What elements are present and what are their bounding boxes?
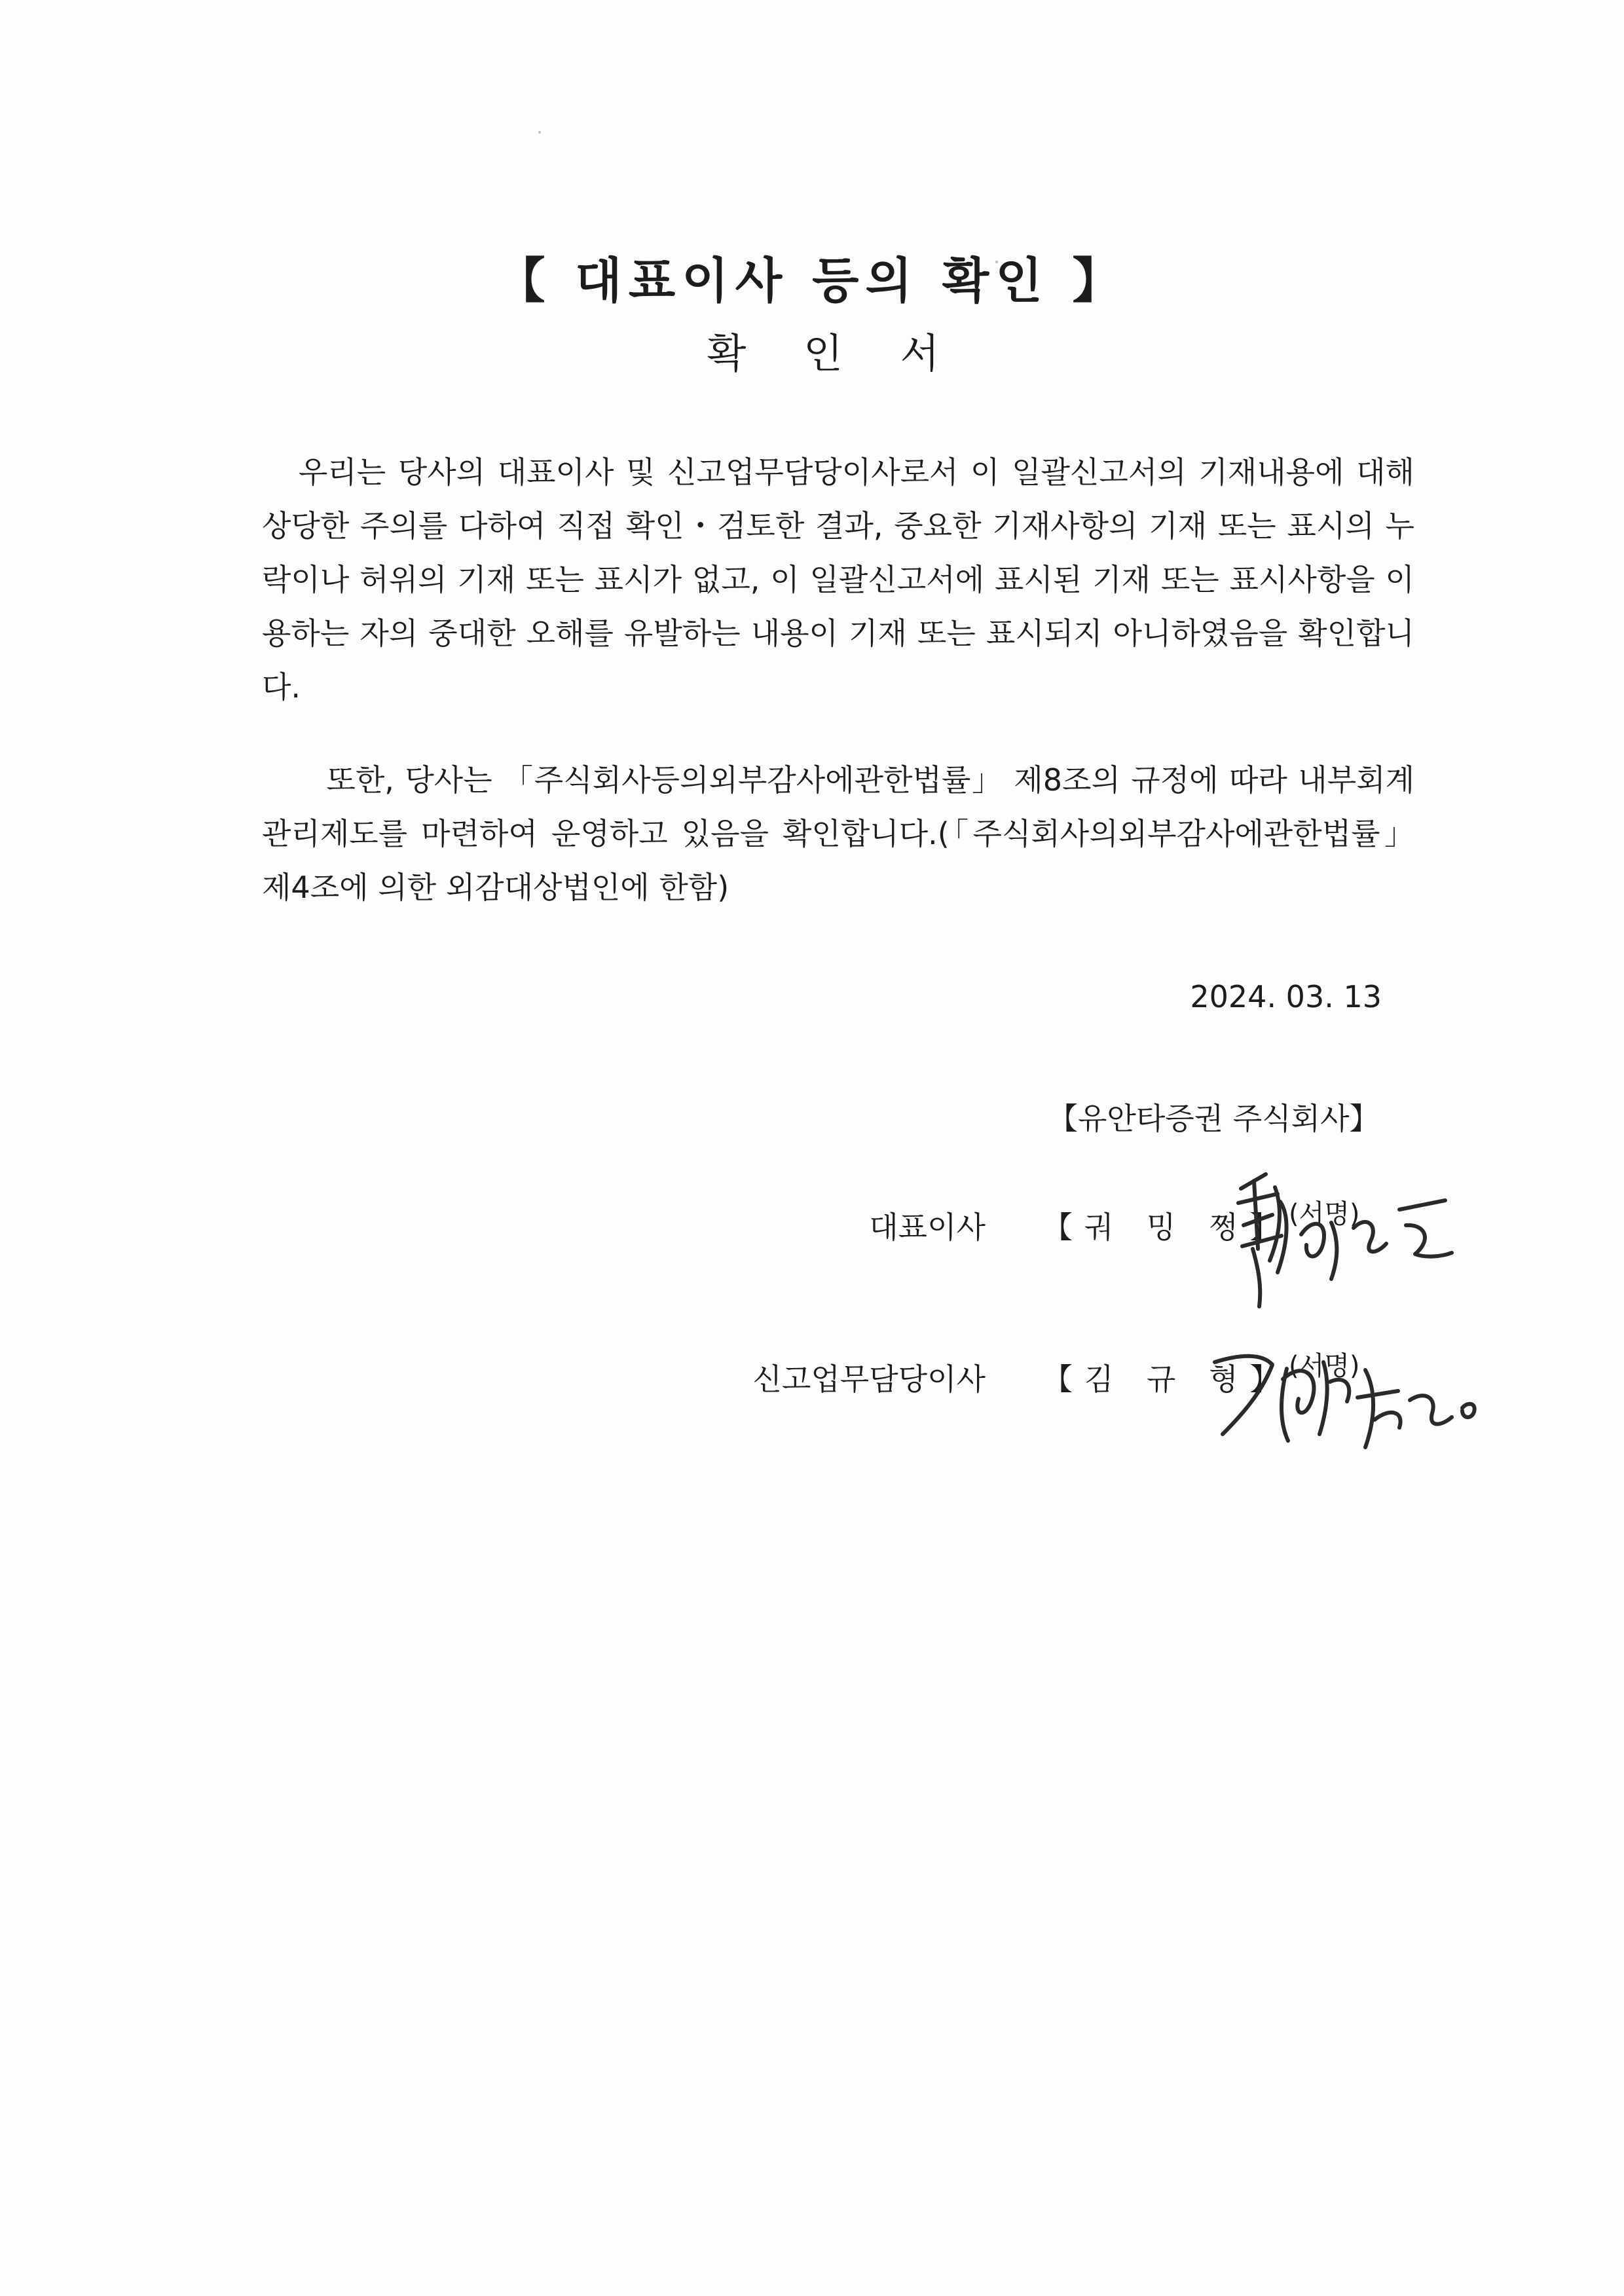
signatory-name: 【궈 밍 쩡】 xyxy=(1043,1210,1292,1245)
document-date: 2024. 03. 13 xyxy=(1190,979,1382,1014)
confirmation-paragraph xyxy=(262,445,1414,714)
signature-placeholder: (서명) xyxy=(1289,1199,1360,1229)
document-subtitle: 확 인 서 xyxy=(707,329,962,377)
company-name: 【유안타증권 주식회사】 xyxy=(1048,1101,1380,1136)
handwritten-signature-filing-director xyxy=(1208,1336,1509,1460)
signatory-role: 신고업무담당이사 xyxy=(752,1361,986,1397)
signatory-role: 대표이사 xyxy=(869,1210,986,1245)
scan-speck xyxy=(538,131,541,134)
internal-control-paragraph-text: 또한, 당사는 「주식회사등의외부감사에관한법률」 제8조의 규정에 따라 내부회계관리제도를 마련하여 운영하고 있음을 확인합니다.(「주식회사의외부감사에관한법률」 제4조에 의한 외감대상법인에 한함) xyxy=(262,762,1415,905)
handwritten-signature-ceo xyxy=(1215,1162,1464,1313)
confirmation-paragraph-text: 우리는 당사의 대표이사 및 신고업무담당이사로서 이 일괄신고서의 기재내용에 대해 상당한 주의를 다하여 직접 확인・검토한 결과, 중요한 기재사항의 기재 또는 표시의 누락이나 허위의 기재 또는 표시가 없고, 이 일괄신고서에 표시된 기재 또는 표시사항을 이용하는 자의 중대한 오해를 유발하는 내용이 기재 또는 표시되지 아니하였음을 확인합니다. xyxy=(262,454,1414,705)
internal-control-paragraph xyxy=(262,753,1414,914)
signature-placeholder: (서명) xyxy=(1289,1351,1360,1381)
document-title: 【 대표이사 등의 확인 】 xyxy=(496,253,1128,309)
signatory-name: 【김 규 형】 xyxy=(1043,1361,1292,1397)
